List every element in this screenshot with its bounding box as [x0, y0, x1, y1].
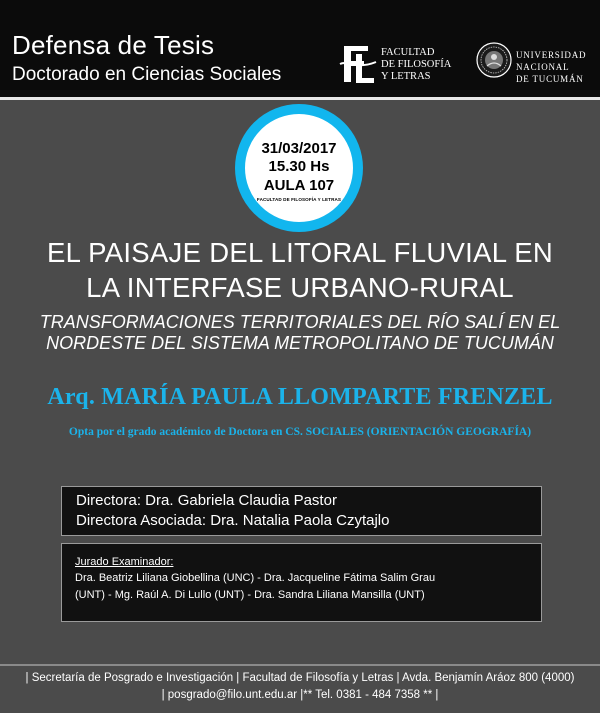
footer-contact: | posgrado@filo.unt.edu.ar |** Tel. 0381 - 484 7358 ** |	[161, 689, 439, 701]
event-time: 15.30 Hs	[268, 158, 330, 175]
associate-director: Directora Asociada: Dra. Natalia Paola Czytajlo	[76, 512, 390, 529]
thesis-subtitle-line2: NORDESTE DEL SISTEMA METROPOLITANO DE TUCUMÁN	[46, 333, 554, 353]
header-band	[0, 0, 600, 98]
event-room: AULA 107	[263, 177, 335, 194]
thesis-subtitle-line1: TRANSFORMACIONES TERRITORIALES DEL RÍO SALÍ EN EL	[39, 312, 561, 332]
page-subtitle: Doctorado en Ciencias Sociales	[12, 64, 282, 85]
thesis-title-line2: LA INTERFASE URBANO-RURAL	[86, 272, 514, 303]
fl-monogram-icon	[338, 42, 378, 86]
footer-address: | Secretaría de Posgrado e Investigación | Facultad de Filosofía y Letras | Avda. Benjamín Aráoz 800 (4000)	[25, 672, 575, 684]
candidate-degree: Opta por el grado académico de Doctora en CS. SOCIALES (ORIENTACIÓN GEOGRAFÍA)	[68, 426, 532, 438]
event-date: 31/03/2017	[261, 140, 337, 157]
event-badge	[235, 104, 363, 232]
thesis-title-line1: EL PAISAJE DEL LITORAL FLUVIAL EN	[46, 237, 554, 268]
header-divider	[0, 97, 600, 100]
jury-heading: Jurado Examinador:	[75, 556, 174, 568]
event-venue: FACULTAD DE FILOSOFÍA Y LETRAS	[256, 197, 342, 202]
director: Directora: Dra. Gabriela Claudia Pastor	[76, 492, 337, 509]
jury-box	[61, 543, 542, 622]
university-logo-text: UNIVERSIDAD NACIONAL DE TUCUMÁN	[516, 50, 587, 84]
directors-box	[61, 486, 542, 536]
candidate-name: Arq. MARÍA PAULA LLOMPARTE FRENZEL	[47, 384, 553, 410]
university-seal-icon	[476, 42, 512, 78]
faculty-logo-text: FACULTAD DE FILOSOFÍA Y LETRAS	[381, 47, 452, 82]
footer-divider	[0, 664, 600, 666]
jury-line2: (UNT) - Mg. Raúl A. Di Lullo (UNT) - Dra. Sandra Liliana Mansilla (UNT)	[75, 589, 425, 601]
page-title: Defensa de Tesis	[12, 30, 215, 60]
jury-line1: Dra. Beatriz Liliana Giobellina (UNC) - Dra. Jacqueline Fátima Salim Grau	[75, 572, 436, 584]
